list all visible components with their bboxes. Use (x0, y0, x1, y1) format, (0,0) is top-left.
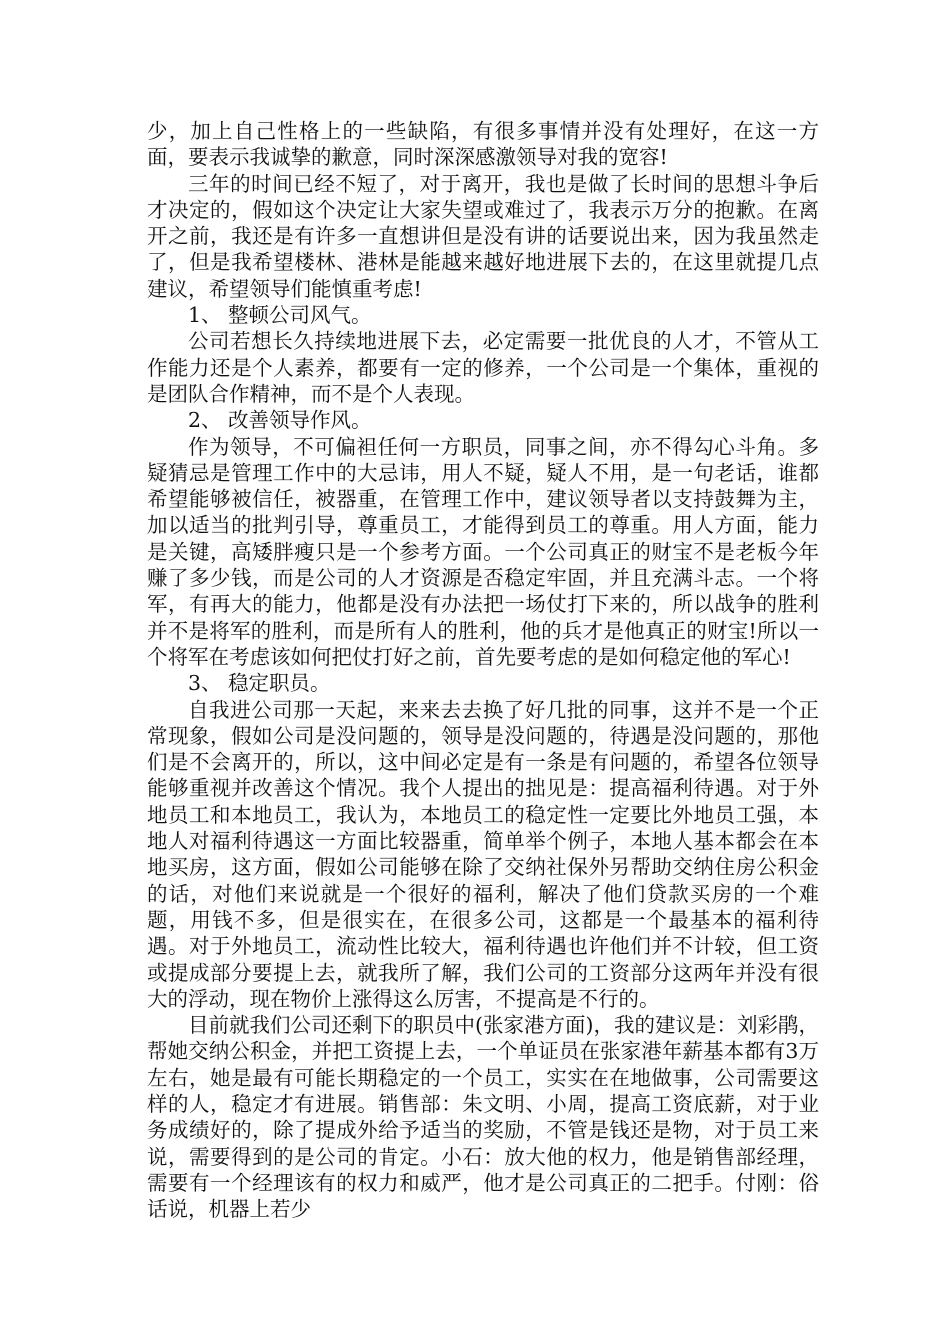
document-body (147, 118, 819, 1222)
list-item-heading-1: 1、 整顿公司风气。 (188, 303, 372, 328)
list-item-heading-3: 3、 稳定职员。 (188, 671, 331, 696)
paragraph-departure: 三年的时间已经不短了，对于离开，我也是做了长时间的思想斗争后才决定的，假如这个决定让大家失望或难过了，我表示万分的抱歉。在离开之前，我还是有许多一直想讲但是没有讲的话要说出来，因为我虽然走了，但是我希望楼林、港林是能越来越好地进展下去的，在这里就提几点建议，希望领导们能慎重考虑! (147, 171, 819, 301)
paragraph-recommendations: 目前就我们公司还剩下的职员中(张家港方面)，我的建议是：刘彩鹃，帮她交纳公积金，并把工资提上去，一个单证员在张家港年薪基本都有3万左右，她是最有可能长期稳定的一个员工，实实在在地做事，公司需要这样的人，稳定才有进展。销售部：朱文明、小周，提高工资底薪，对于业务成绩好的，除了提成外给予适当的奖励，不管是钱还是物，对于员工来说，需要得到的是公司的肯定。小石：放大他的权力，他是销售部经理，需要有一个经理该有的权力和威严，他才是公司真正的二把手。付刚：俗话说，机器上若少 (147, 1013, 819, 1222)
paragraph-continuation: 少，加上自己性格上的一些缺陷，有很多事情并没有处理好，在这一方面，要表示我诚挚的歉意，同时深深感激领导对我的宽容! (147, 119, 819, 170)
paragraph-leadership: 作为领导，不可偏袒任何一方职员，同事之间，亦不得勾心斗角。多疑猜忌是管理工作中的大忌讳，用人不疑，疑人不用，是一句老话，谁都希望能够被信任，被器重，在管理工作中，建议领导者以支持鼓舞为主，加以适当的批判引导，尊重员工，才能得到员工的尊重。用人方面，能力是关键，高矮胖瘦只是一个参考方面。一个公司真正的财宝不是老板今年赚了多少钱，而是公司的人才资源是否稳定牢固，并且充满斗志。一个将军，有再大的能力，他都是没有办法把一场仗打下来的，所以战争的胜利并不是将军的胜利，而是所有人的胜利，他的兵才是他真正的财宝!所以一个将军在考虑该如何把仗打好之前，首先要考虑的是如何稳定他的军心! (147, 434, 819, 669)
paragraph-company-culture: 公司若想长久持续地进展下去，必定需要一批优良的人才，不管从工作能力还是个人素养，都要有一定的修养，一个公司是一个集体，重视的是团队合作精神，而不是个人表现。 (147, 329, 819, 406)
list-item-heading-2: 2、 改善领导作风。 (188, 408, 372, 433)
paragraph-staff-stability: 自我进公司那一天起，来来去去换了好几批的同事，这并不是一个正常现象，假如公司是没问题的，领导是没问题的，待遇是没问题的，那他们是不会离开的，所以，这中间必定是有一条是有问题的，希望各位领导能够重视并改善这个情况。我个人提出的拙见是：提高福利待遇。对于外地员工和本地员工，我认为，本地员工的稳定性一定要比外地员工强，本地人对福利待遇这一方面比较器重，简单举个例子，本地人基本都会在本地买房，这方面，假如公司能够在除了交纳社保外另帮助交纳住房公积金的话，对他们来说就是一个很好的福利，解决了他们贷款买房的一个难题，用钱不多，但是很实在，在很多公司，这都是一个最基本的福利待遇。对于外地员工，流动性比较大，福利待遇也许他们并不计较，但工资或提成部分要提上去，就我所了解，我们公司的工资部分这两年并没有很大的浮动，现在物价上涨得这么厉害，不提高是不行的。 (147, 697, 819, 1011)
